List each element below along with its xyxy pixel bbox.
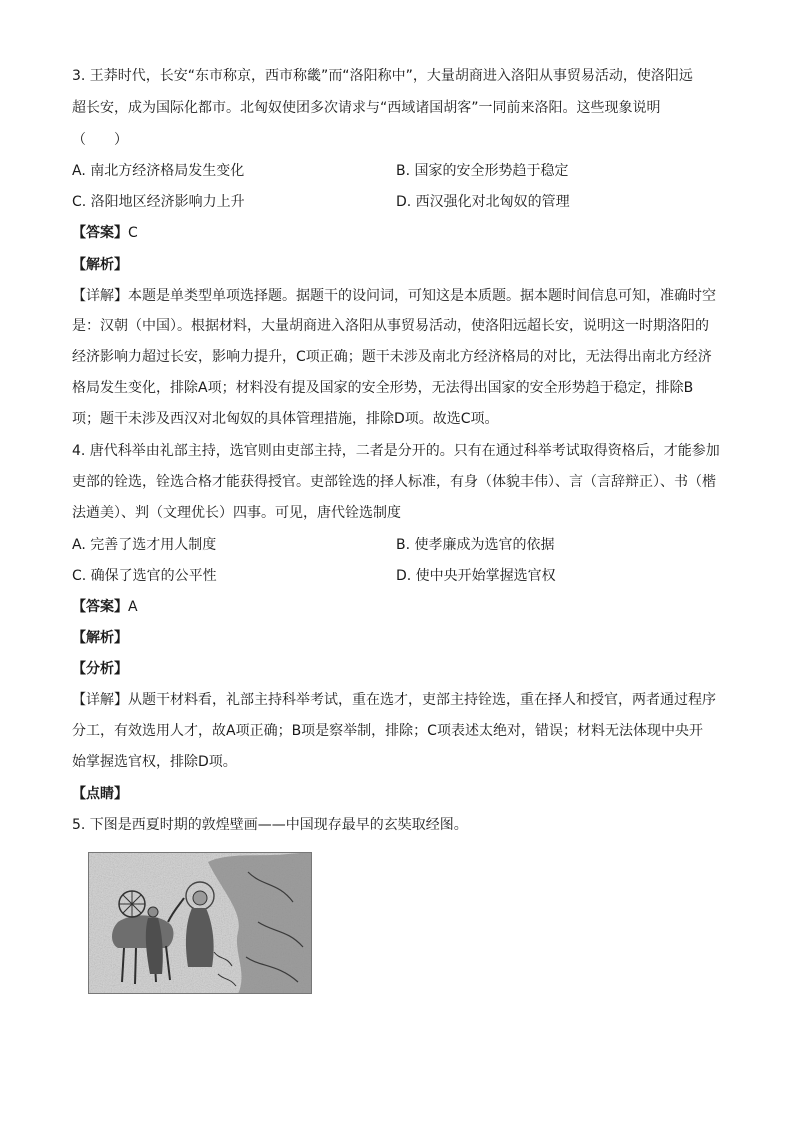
q3-answer-label: 【答案】 [72,225,128,241]
q3-detail-line-1: 【详解】本题是单类型单项选择题。据题干的设问词，可知这是本质题。据本题时间信息可知，准确时空 [72,288,716,304]
q3-analysis-label: 【解析】 [72,257,128,273]
q3-answer [72,223,138,243]
q4-option-b: B. 使孝廉成为选官的依据 [396,537,555,553]
q4-option-d: D. 使中央开始掌握选官权 [396,568,556,584]
q3-option-c: C. 洛阳地区经济影响力上升 [72,194,245,210]
q5-stem-line-1: 5. 下图是西夏时期的敦煌壁画——中国现存最早的玄奘取经图。 [72,817,468,833]
q4-answer-value: A [128,599,138,615]
q4-stem-line-3: 法遒美）、判（文理优长）四事。可见，唐代铨选制度 [72,505,401,521]
q3-stem-line-2: 超长安，成为国际化都市。北匈奴使团多次请求与“西域诸国胡客”一同前来洛阳。这些现象说明 [72,100,661,116]
q3-option-a: A. 南北方经济格局发生变化 [72,163,245,179]
q3-detail-line-2: 是：汉朝（中国）。根据材料，大量胡商进入洛阳从事贸易活动，使洛阳远超长安，说明这一时期洛阳的 [72,318,709,334]
q4-dianjing-label: 【点睛】 [72,786,128,802]
q3-option-d: D. 西汉强化对北匈奴的管理 [396,194,570,210]
q4-option-a: A. 完善了选才用人制度 [72,537,217,553]
q4-detail-line-1: 【详解】从题干材料看，礼部主持科举考试，重在选才，吏部主持铨选，重在择人和授官，两者通过程序 [72,692,716,708]
q4-stem-line-2: 吏部的铨选，铨选合格才能获得授官。吏部铨选的择人标准，有身（体貌丰伟）、言（言辞辩正）、书（楷 [72,474,716,490]
q3-stem-line-1: 3. 王莽时代，长安“东市称京，西市称畿”而“洛阳称中”，大量胡商进入洛阳从事贸易活动，使洛阳远 [72,68,693,84]
q3-detail-line-3: 经济影响力超过长安，影响力提升，C项正确；题干未涉及南北方经济格局的对比，无法得出南北方经济 [72,349,712,365]
q4-stem-line-1: 4. 唐代科举由礼部主持，选官则由吏部主持，二者是分开的。只有在通过科举考试取得资格后，才能参加 [72,443,720,459]
q4-detail-line-2: 分工，有效选用人才，故A项正确；B项是察举制，排除；C项表述太绝对，错误；材料无法体现中央开 [72,723,703,739]
dunhuang-mural-image [88,852,312,994]
q4-detail-line-3: 始掌握选官权，排除D项。 [72,754,237,770]
q3-answer-value: C [128,225,138,241]
q4-fenxi-label: 【分析】 [72,661,128,677]
q3-answer-blank: （ ） [72,132,128,148]
q4-analysis-label: 【解析】 [72,630,128,646]
q3-detail-line-4: 格局发生变化，排除A项；材料没有提及国家的安全形势，无法得出国家的安全形势趋于稳定，排除B [72,380,694,396]
q4-answer [72,597,138,617]
q4-answer-label: 【答案】 [72,599,128,615]
q3-option-b: B. 国家的安全形势趋于稳定 [396,163,569,179]
q4-option-c: C. 确保了选官的公平性 [72,568,217,584]
q3-detail-line-5: 项；题干未涉及西汉对北匈奴的具体管理措施，排除D项。故选C项。 [72,411,499,427]
